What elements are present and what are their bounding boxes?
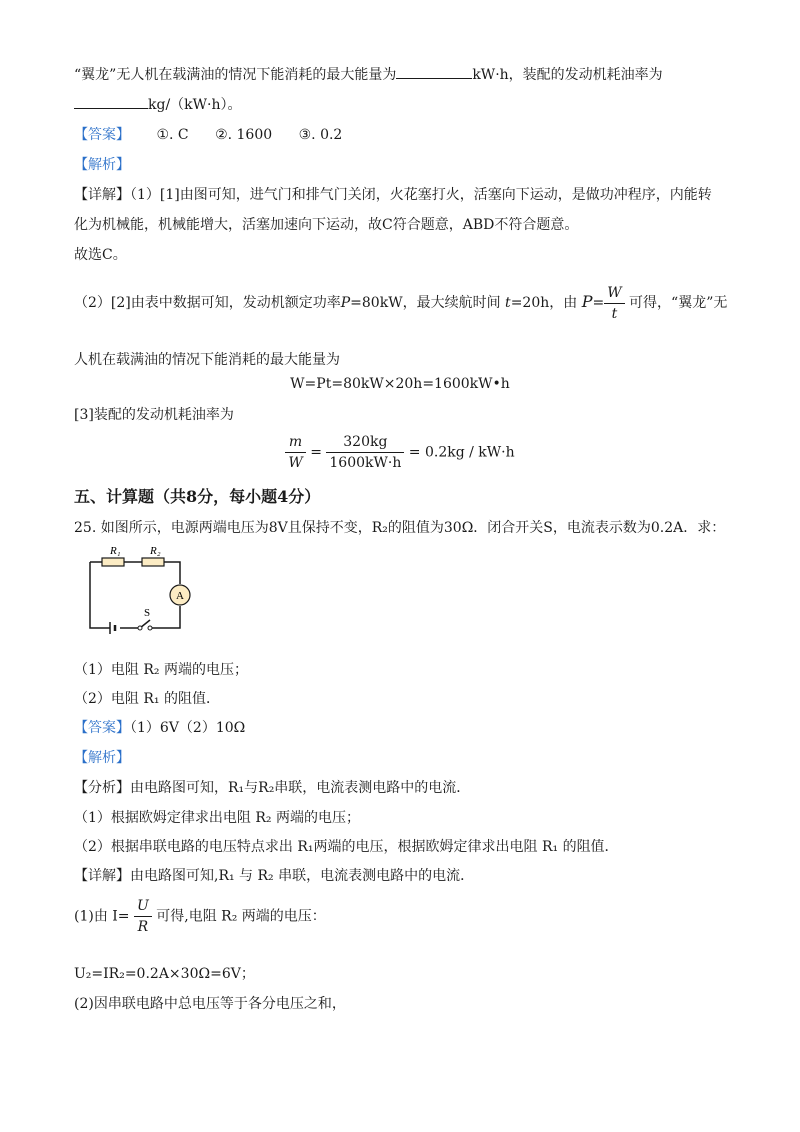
- p2-pre: （2）[2]由表中数据可知，发动机额定功率: [74, 295, 341, 311]
- q25-stem: 25. 如图所示，电源两端电压为8V且保持不变，R₂的阻值为30Ω．闭合开关S，电流表示数为0.2A．求：: [74, 520, 726, 536]
- p2-mid2: =20h，由: [510, 295, 578, 311]
- p2-t: t: [505, 295, 511, 311]
- resistor-r2: [142, 558, 164, 566]
- energy-eq-text: W=Pt=80kW×20h=1600kW•h: [290, 376, 510, 392]
- ohm-U: U: [134, 896, 152, 917]
- ohm-fraction: [134, 896, 152, 937]
- answer-1: ①. C: [156, 127, 189, 143]
- q25-detail: [74, 866, 474, 886]
- switch-contact: [148, 626, 152, 630]
- r2-label: R₂: [150, 545, 161, 557]
- q25-answer-label: 【答案】: [74, 720, 130, 736]
- rate-1600: 1600kW·h: [329, 455, 402, 471]
- energy-equation: [0, 376, 800, 392]
- rate-result: = 0.2kg / kW·h: [408, 444, 515, 461]
- rate-frac-1: [285, 432, 305, 473]
- q25-detail-text: 由电路图可知,R₁ 与 R₂ 串联，电流表测电路中的电流．: [130, 868, 475, 884]
- q24-line2-post: kg/（kW·h）。: [148, 97, 242, 113]
- q24-part2-line2: 人机在载满油的情况下能消耗的最大能量为: [74, 352, 340, 368]
- q25-ohm: [74, 896, 326, 937]
- answer-3: ③. 0.2: [298, 127, 343, 143]
- answer-label: 【答案】: [74, 127, 130, 143]
- p2-mid1: =80kW，最大续航时间: [350, 295, 501, 311]
- q24-line1-text: “翼龙”无人机在载满油的情况下能消耗的最大能量为: [74, 67, 397, 83]
- analyze-label: 【分析】: [74, 780, 130, 796]
- blank-rate: [74, 94, 148, 109]
- q25-answer-text: （1）6V（2）10Ω: [130, 720, 246, 736]
- q25-answer: [74, 718, 245, 738]
- formula-eq: =: [592, 295, 605, 311]
- switch-pivot: [138, 626, 142, 630]
- q24-line2: [74, 94, 242, 115]
- q24-answer: [74, 125, 342, 145]
- q25-analyze: [74, 778, 470, 798]
- series-note: (2)因串联电路中总电压等于各分电压之和，: [74, 996, 346, 1012]
- rate-eq: =: [310, 444, 322, 461]
- q25-step1: （1）根据欧姆定律求出电阻 R₂ 两端的电压；: [74, 810, 360, 826]
- blank-energy: [396, 64, 472, 79]
- formula-t: t: [611, 305, 618, 322]
- q25-detail-label: 【详解】: [74, 868, 130, 884]
- q24-detail-2: 化为机械能，机械能增大，活塞加速向下运动，故C符合题意，ABD不符合题意。: [74, 217, 579, 233]
- q24-part2: [74, 282, 727, 324]
- answer-2: ②. 1600: [215, 127, 273, 143]
- q25-sub1: （1）电阻 R₂ 两端的电压；: [74, 662, 248, 678]
- q24-part3: [3]装配的发动机耗油率为: [74, 407, 234, 423]
- switch-label: S: [144, 607, 151, 619]
- rate-frac-2: [326, 432, 404, 473]
- rate-W: W: [288, 455, 303, 471]
- circuit-wires: [90, 562, 180, 628]
- circuit-diagram: [80, 540, 200, 640]
- detail-label: 【详解】: [74, 187, 130, 203]
- formula-fraction: [604, 283, 624, 324]
- q25-step2: （2）根据串联电路的电压特点求出 R₁两端的电压，根据欧姆定律求出电阻 R₁ 的阻值．: [74, 839, 619, 855]
- q24-detail-3: 故选C。: [74, 247, 127, 263]
- ohm-post: 可得,电阻 R₂ 两端的电压：: [156, 908, 326, 925]
- r1-label: R₁: [110, 545, 121, 557]
- resistor-r1: [102, 558, 124, 566]
- q24-detail-1: [74, 185, 712, 205]
- analyze-text: 由电路图可知，R₁与R₂串联，电流表测电路中的电流．: [130, 780, 471, 796]
- q25-analysis-label: 【解析】: [74, 750, 130, 766]
- q24-line1: [74, 64, 663, 85]
- formula-P: P: [581, 292, 593, 311]
- ohm-R: R: [137, 919, 149, 935]
- rate-equation: [0, 432, 800, 473]
- q24-analysis-label: 【解析】: [74, 157, 130, 173]
- formula-W: W: [604, 283, 624, 304]
- ohm-pre: (1)由 I=: [74, 908, 130, 925]
- q24-line1-post: kW·h，装配的发动机耗油率为: [472, 67, 663, 83]
- detail-line1: （1）[1]由图可知，进气门和排气门关闭，火花塞打火，活塞向下运动，是做功冲程序，内能转: [130, 187, 712, 203]
- rate-m: m: [285, 432, 305, 453]
- p2-post: 可得，“翼龙”无: [629, 295, 728, 311]
- section-heading: 五、计算题（共8分，每小题4分）: [74, 487, 321, 506]
- q25-sub2: （2）电阻 R₁ 的阻值．: [74, 691, 220, 707]
- ammeter-label: A: [176, 590, 184, 602]
- u2-equation: U₂=IR₂=0.2A×30Ω=6V；: [74, 966, 255, 982]
- rate-320kg: 320kg: [326, 432, 404, 453]
- p2-P: P: [340, 295, 351, 311]
